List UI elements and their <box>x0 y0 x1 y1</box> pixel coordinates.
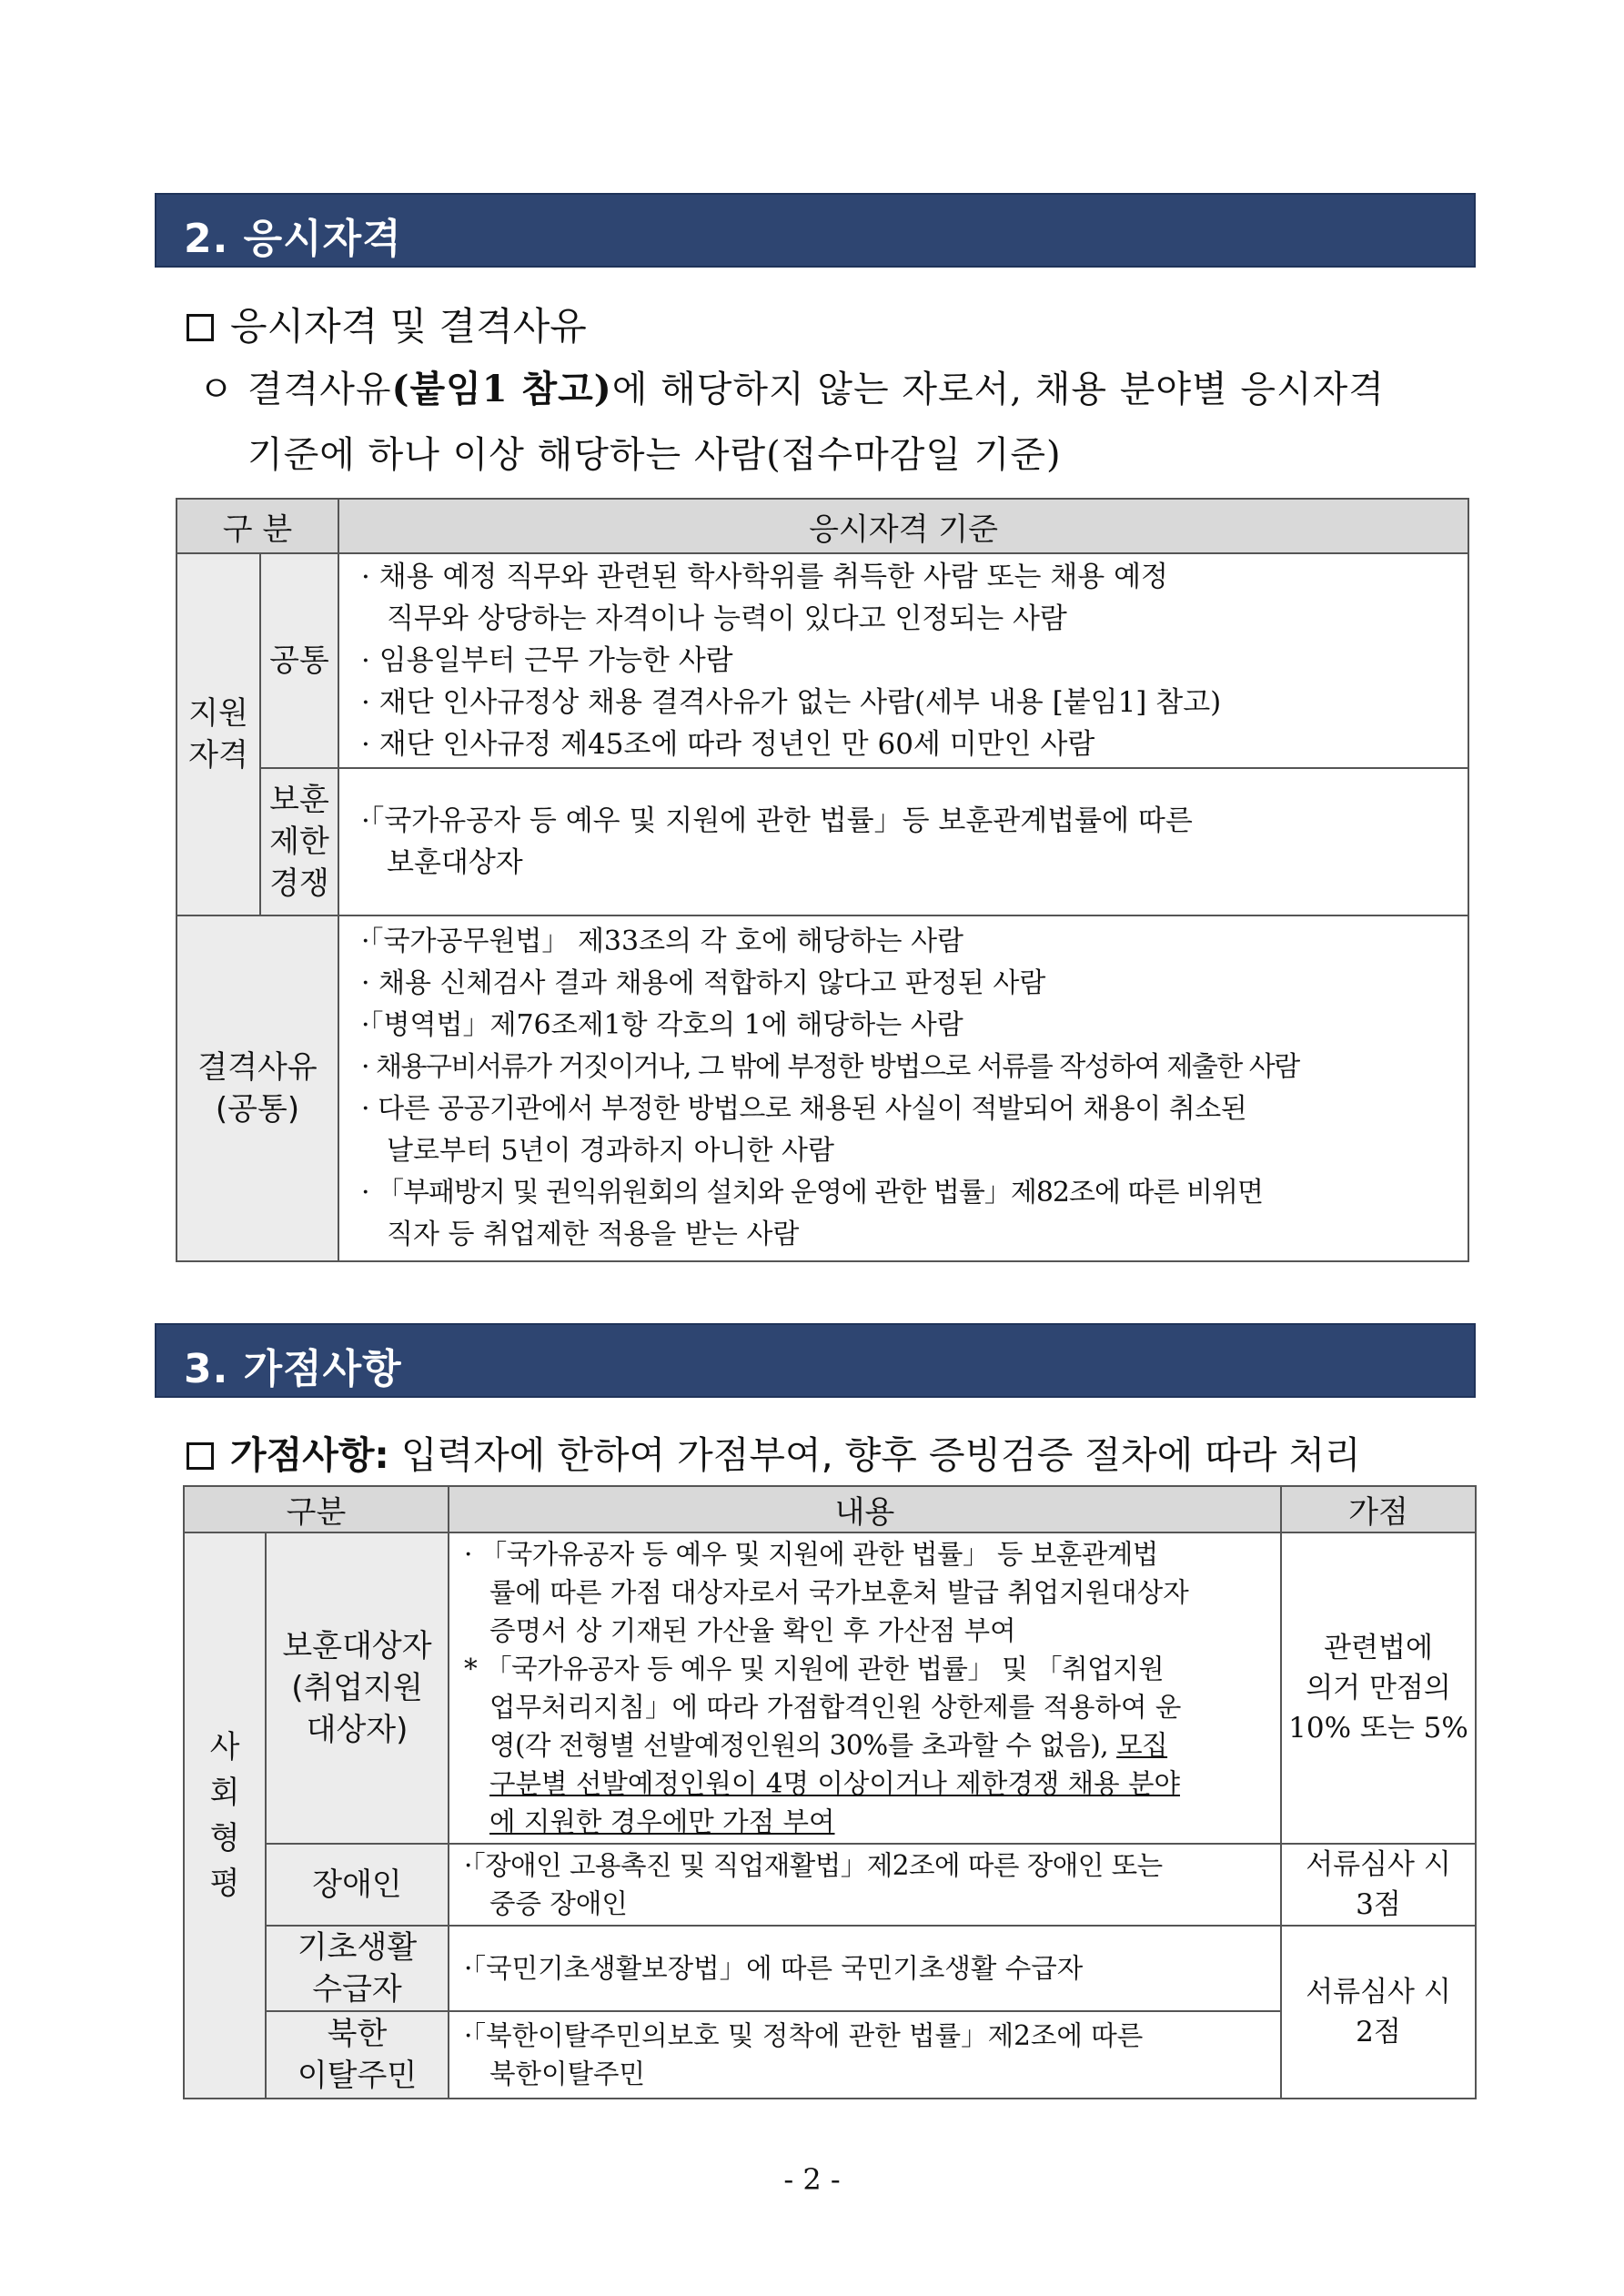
underlined-text: 모집 <box>1116 1730 1168 1761</box>
list-item: · 「부패방지 및 권익위원회의 설치와 운영에 관한 법률」제82조에 따른 비위면 <box>361 1177 1263 1209</box>
bullet-circle-icon: ㅇ <box>198 369 235 410</box>
section-heading: 응시자격 및 결격사유 <box>187 297 587 351</box>
qualification-table <box>176 498 1469 1262</box>
row-label-north-korean-defector: 북한 이탈주민 <box>266 2011 449 2099</box>
list-item: · 재단 인사규정상 채용 결격사유가 없는 사람(세부 내용 [붙임1] 참고) <box>361 686 1222 719</box>
list-item-cont: 보훈대상자 <box>387 846 523 879</box>
list-item-cont: 날로부터 5년이 경과하지 아니한 사람 <box>387 1135 834 1167</box>
group-label-social-equity: 사 회 형 평 <box>184 1532 266 2099</box>
row-label-veteran-restricted: 보훈 제한 경쟁 <box>260 768 338 915</box>
veterans-content-cell: · 「국가유공자 등 예우 및 지원에 관한 법률」 등 보훈관계법 률에 따른 가점 대상자로서 국가보훈처 발급 취업지원대상자 증명서 상 기재된 가산율 확인 후 가산점 부여 * 「국가유공자 등 예우 및 지원에 관한 법률」 및 「취업지원 업무처리지침」에 따라 가점합격인원 상한제를 적용하여 운 영(각 전형별 선발예정인원의 30%를 초과할 수 없음), 모집 구분별 선발예정인원이 4명 이상이거나 제한경쟁 채용 분야 에 지원한 경우에만 가점 부여 <box>449 1532 1281 1844</box>
section-title: 2. 응시자격 <box>184 216 402 262</box>
intro-paragraph-line2: 기준에 하나 이상 해당하는 사람(접수마감일 기준) <box>247 434 1062 476</box>
checkbox-square-icon <box>187 314 214 341</box>
row-label-disabled: 장애인 <box>266 1844 449 1926</box>
underlined-text: 구분별 선발예정인원이 4명 이상이거나 제한경쟁 채용 분야 <box>489 1768 1180 1799</box>
row-label-veterans: 보훈대상자 (취업지원 대상자) <box>266 1532 449 1844</box>
underlined-text: 에 지원한 경우에만 가점 부여 <box>489 1806 835 1837</box>
list-item: ·「국민기초생활보장법」에 따른 국민기초생활 수급자 <box>464 1953 1084 1984</box>
bonus-points-table <box>183 1485 1477 2099</box>
veterans-points-cell: 관련법에 의거 만점의 10% 또는 5% <box>1281 1532 1476 1844</box>
row-label-basic-livelihood: 기초생활 수급자 <box>266 1926 449 2011</box>
section-title-bar <box>155 193 1476 268</box>
list-item: · 채용 예정 직무와 관련된 학사학위를 취득한 사람 또는 채용 예정 <box>361 561 1168 593</box>
veteran-criteria-cell <box>338 768 1468 915</box>
shared-points-cell: 서류심사 시 2점 <box>1281 1926 1476 2099</box>
col-header-content: 내용 <box>449 1486 1281 1532</box>
col-header-criteria: 응시자격 기준 <box>338 499 1468 553</box>
note-item: * 「국가유공자 등 예우 및 지원에 관한 법률」 및 「취업지원 <box>464 1654 1165 1684</box>
disqualification-cell <box>338 915 1468 1261</box>
disabled-content-cell: ·「장애인 고용촉진 및 직업재활법」제2조에 따른 장애인 또는 중증 장애인 <box>449 1844 1281 1926</box>
col-header-category: 구 분 <box>177 499 338 553</box>
page-number: - 2 - <box>783 2162 841 2197</box>
list-item: ·「국가유공자 등 예우 및 지원에 관한 법률」등 보훈관계법률에 따른 <box>361 804 1193 837</box>
group-label-eligibility: 지원 자격 <box>177 553 260 915</box>
list-item: · 「국가유공자 등 예우 및 지원에 관한 법률」 등 보훈관계법 <box>464 1539 1158 1570</box>
intro-reference: (붙임1 참고) <box>391 368 612 410</box>
list-item: · 임용일부터 근무 가능한 사람 <box>361 644 733 677</box>
list-item: · 채용구비서류가 거짓이거나, 그 밖에 부정한 방법으로 서류를 작성하여 제출한 사람 <box>361 1051 1299 1083</box>
row-label-disqualification: 결격사유 (공통) <box>177 915 338 1261</box>
common-criteria-cell <box>338 553 1468 768</box>
list-item: · 채용 신체검사 결과 채용에 적합하지 않다고 판정된 사람 <box>361 967 1046 999</box>
col-header-points: 가점 <box>1281 1486 1476 1532</box>
section-title: 3. 가점사항 <box>184 1346 402 1392</box>
list-item-cont: 직자 등 취업제한 적용을 받는 사람 <box>387 1219 800 1250</box>
list-item: ·「병역법」제76조제1항 각호의 1에 해당하는 사람 <box>361 1009 963 1041</box>
defector-content-cell: ·「북한이탈주민의보호 및 정착에 관한 법률」제2조에 따른 북한이탈주민 <box>449 2011 1281 2099</box>
list-item: ·「국가공무원법」 제33조의 각 호에 해당하는 사람 <box>361 925 964 957</box>
list-item: · 재단 인사규정 제45조에 따라 정년인 만 60세 미만인 사람 <box>361 728 1095 761</box>
col-header-category: 구분 <box>184 1486 449 1532</box>
row-label-common: 공통 <box>260 553 338 768</box>
list-item-cont: 직무와 상당하는 자격이나 능력이 있다고 인정되는 사람 <box>387 602 1067 635</box>
list-item: ·「북한이탈주민의보호 및 정착에 관한 법률」제2조에 따른 <box>464 2020 1144 2051</box>
disabled-points-cell: 서류심사 시 3점 <box>1281 1844 1476 1926</box>
section-heading: 가점사항: 입력자에 한하여 가점부여, 향후 증빙검증 절차에 따라 처리 <box>187 1425 1361 1479</box>
list-item: ·「장애인 고용촉진 및 직업재활법」제2조에 따른 장애인 또는 <box>464 1850 1163 1881</box>
list-item: · 다른 공공기관에서 부정한 방법으로 채용된 사실이 적발되어 채용이 취소된 <box>361 1093 1247 1125</box>
basic-livelihood-content-cell <box>449 1926 1281 2011</box>
intro-paragraph-line1: ㅇ 결격사유(붙임1 참고)에 해당하지 않는 자로서, 채용 분야별 응시자격 <box>198 360 1385 412</box>
section-title-bar <box>155 1323 1476 1398</box>
checkbox-square-icon <box>187 1442 214 1470</box>
